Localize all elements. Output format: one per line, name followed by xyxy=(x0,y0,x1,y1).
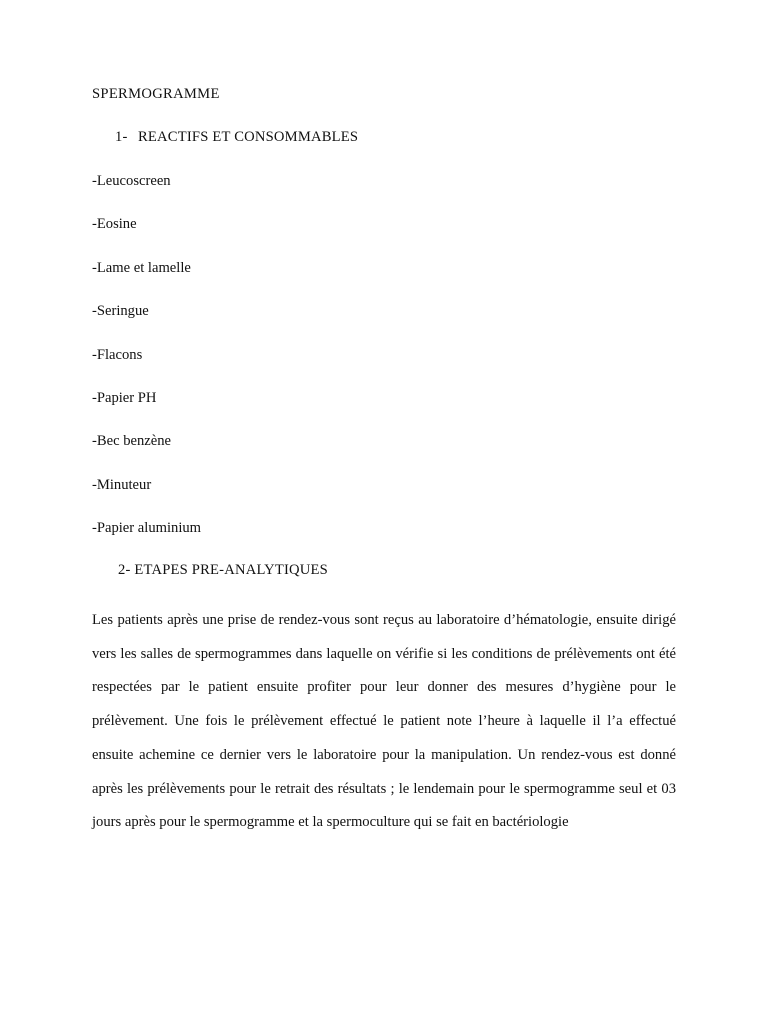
section-heading-text: REACTIFS ET CONSOMMABLES xyxy=(138,129,359,145)
list-item: -Minuteur xyxy=(92,476,152,493)
list-item: -Papier PH xyxy=(92,389,157,406)
list-item: -Lame et lamelle xyxy=(92,259,191,276)
section-heading-etapes: 2- ETAPES PRE-ANALYTIQUES xyxy=(118,562,328,578)
list-item: -Flacons xyxy=(92,346,143,363)
document-title: SPERMOGRAMME xyxy=(92,86,220,102)
section-heading-reactifs xyxy=(115,129,358,146)
list-item: -Bec benzène xyxy=(92,433,171,450)
consumables-list xyxy=(92,172,201,563)
list-item: -Leucoscreen xyxy=(92,173,171,189)
body-paragraph: Les patients après une prise de rendez-vous sont reçus au laboratoire d’hématologie, ensuite dirigé vers les salles de spermogrammes dans laquelle on vérifie si les conditions de prélèvements ont été respectées par le patient ensuite profiter pour leur donner des mesures d’hygiène pour le prélèvement. Une fois le prélèvement effectué le patient note l’heure à laquelle il l’a effectué ensuite achemine ce dernier vers le laboratoire pour la manipulation. Un rendez-vous est donné après les prélèvements pour le retrait des résultats ; le lendemain pour le spermogramme seul et 03 jours après pour le spermogramme et la spermoculture qui se fait en bactériologie xyxy=(92,612,676,831)
list-item: -Seringue xyxy=(92,303,149,320)
list-item: -Eosine xyxy=(92,216,137,233)
section-number: 1- xyxy=(115,129,128,145)
list-item: -Papier aluminium xyxy=(92,520,202,537)
